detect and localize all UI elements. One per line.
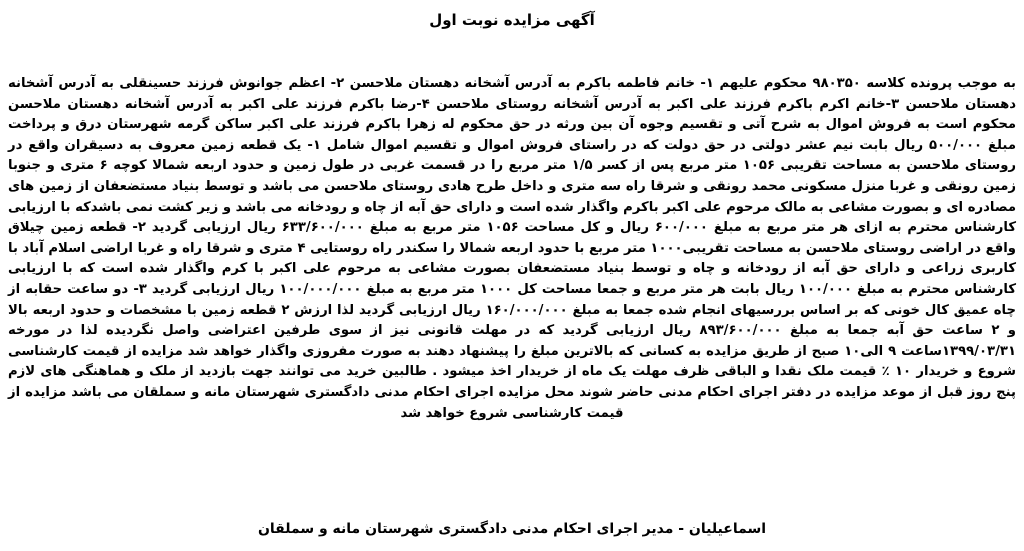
notice-signature: اسماعیلیان - مدیر اجرای احکام مدنی دادگستری شهرستان مانه و سملقان <box>257 521 767 537</box>
notice-title: آگهی مزایده نوبت اول <box>429 11 595 29</box>
notice-body: به موجب پرونده کلاسه ۹۸۰۳۵۰ محکوم علیهم ۱- خانم فاطمه باکرم به آدرس آشخانه دهستان ملاحسن ۲- اعظم جوانوش فرزند حسینقلی به آدرس آشخانه دهستان ملاحسن ۳-خانم اکرم باکرم فرزند علی اکبر به آدرس آشخانه روستای ملاحسن ۴-رضا باکرم فرزند علی اکبر به آدرس آشخانه دهستان ملاحسن محکوم است به فروش اموال به شرح آتی و تقسیم وجوه آن بین ورثه در حق محکوم له زهرا باکرم فرزند علی اکبر ساکن گرمه شهرستان درق و پرداخت مبلغ ۵۰۰/۰۰۰ ریال بابت نیم عشر دولتی در حق دولت که در راستای فروش اموال و تقسیم اموال شامل ۱- یک قطعه زمین معروف به دسیقران واقع در روستای ملاحسن به مساحت تقریبی ۱۰۵۶ متر مربع پس از کسر ۱/۵ متر مربع را در قسمت غربی در طول زمین و حدود اربعه شمالا کوچه ۶ متری و جنوبا زمین رونقی و غربا منزل مسکونی محمد رونقی و شرقا راه سه متری و داخل طرح هادی روستای ملاحسن می باشد و توسط بنیاد مستضعفان از زمین های مصادره ای و بصورت مشاعی به مالک مرحوم علی اکبر باکرم واگذار شده است و دارای حق آبه از چاه و رودخانه می باشد و زیر کشت نمی باشدکه با ارزیابی کارشناس محترم به ازای هر متر مربع به مبلغ ۶۰۰/۰۰۰ ریال و کل مساحت ۱۰۵۶ متر مربع به مبلغ ۶۳۳/۶۰۰/۰۰۰ ریال ارزیابی گردید ۲- قطعه زمین چیلاق واقع در اراضی روستای ملاحسن به مساحت تقریبی۱۰۰۰ متر مربع با حدود اربعه شمالا را سکندر راه روستایی ۴ متری و شرقا راه و غربا اراضی اسلام آباد با کاربری زراعی و دارای حق آبه از رودخانه و چاه و توسط بنیاد مستضعفان بصورت مشاعی به مرحوم علی اکبر با کرم واگذار شده است که با ارزیابی کارشناس محترم به مبلغ ۱۰۰/۰۰۰ ریال بابت هر متر مربع و جمعا مساحت کل ۱۰۰۰ متر مربع به مبلغ ۱۰۰/۰۰۰/۰۰۰ ریال ارزیابی گردید ۳- دو ساعت حقابه از چاه عمیق کال خونی که بر اساس بررسیهای انجام شده جمعا به مبلغ ۱۶۰/۰۰۰/۰۰۰ ریال ارزیابی گردید لذا ارزش ۲ قطعه زمین با مشخصات و حدود اربعه بالا و ۲ ساعت حق آبه جمعا به مبلغ ۸۹۳/۶۰۰/۰۰۰ ریال ارزیابی گردید که در مهلت قانونی نیز از سوی طرفین اعتراضی واصل نگردیده لذا در مورخه ۱۳۹۹/۰۳/۳۱ساعت ۹ الی۱۰ صبح از طریق مزایده به کسانی که بالاترین مبلغ را پیشنهاد دهند به صورت مفروزی واگذار خواهد شد مزایده از قیمت کارشناسی شروع و خریدار ۱۰ ٪ قیمت ملک نقدا و الباقی ظرف مهلت یک ماه از خریدار اخذ میشود . طالبین خرید می توانند جهت بازدید از ملک و هماهنگی های لازم پنج روز قبل از موعد مزایده در دفتر اجرای احکام مدنی حاضر شوند محل مزایده اجرای احکام مدنی دادگستری شهرستان مانه و سملقان می باشد مزایده از قیمت کارشناسی شروع خواهد شد <box>8 76 1017 421</box>
